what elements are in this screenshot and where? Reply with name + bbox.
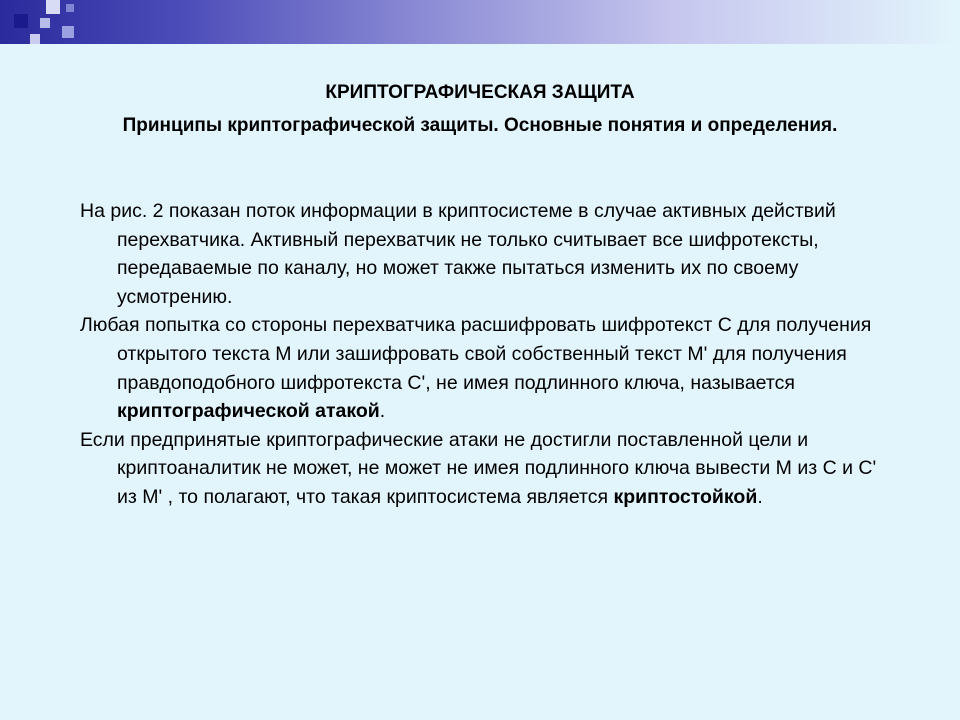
decor-square — [66, 4, 74, 12]
paragraph-punct: . — [757, 485, 763, 508]
paragraph-1 — [80, 197, 900, 311]
slide-title: КРИПТОГРАФИЧЕСКАЯ ЗАЩИТА — [325, 82, 635, 103]
decor-square — [46, 0, 60, 14]
slide-body — [80, 197, 900, 512]
slide-subtitle: Принципы криптографической защиты. Основные понятия и определения. — [122, 115, 838, 136]
paragraph-2 — [80, 311, 900, 425]
header-gradient-band — [0, 0, 960, 44]
paragraph-text: Если предпринятые криптографические атаки не достигли поставленной цели и криптоаналитик не может, не может не имея подлинного ключа вывести М из С и С' из М' , то полагают, что такая криптосистема является — [80, 428, 877, 508]
term-crypto-resistant: криптостойкой — [613, 485, 758, 508]
term-crypto-attack: криптографической атакой — [117, 400, 380, 423]
decor-square — [40, 18, 50, 28]
decor-square — [14, 14, 28, 28]
paragraph-3 — [80, 426, 900, 512]
paragraph-text: На рис. 2 показан поток информации в криптосистеме в случае активных действий перехватчика. Активный перехватчик не только считывает все шифротексты, передаваемые по каналу, но может также пытаться изменить их по своему усмотрению. — [80, 200, 836, 308]
paragraph-text: Любая попытка со стороны перехватчика расшифровать шифротекст С для получения открытого текста М или зашифровать свой собственный текст М' для получения правдоподобного шифротекста С', не имея подлинного ключа, называется — [80, 314, 872, 394]
paragraph-punct: . — [379, 400, 386, 423]
decor-square — [30, 34, 40, 44]
decor-square — [62, 26, 74, 38]
